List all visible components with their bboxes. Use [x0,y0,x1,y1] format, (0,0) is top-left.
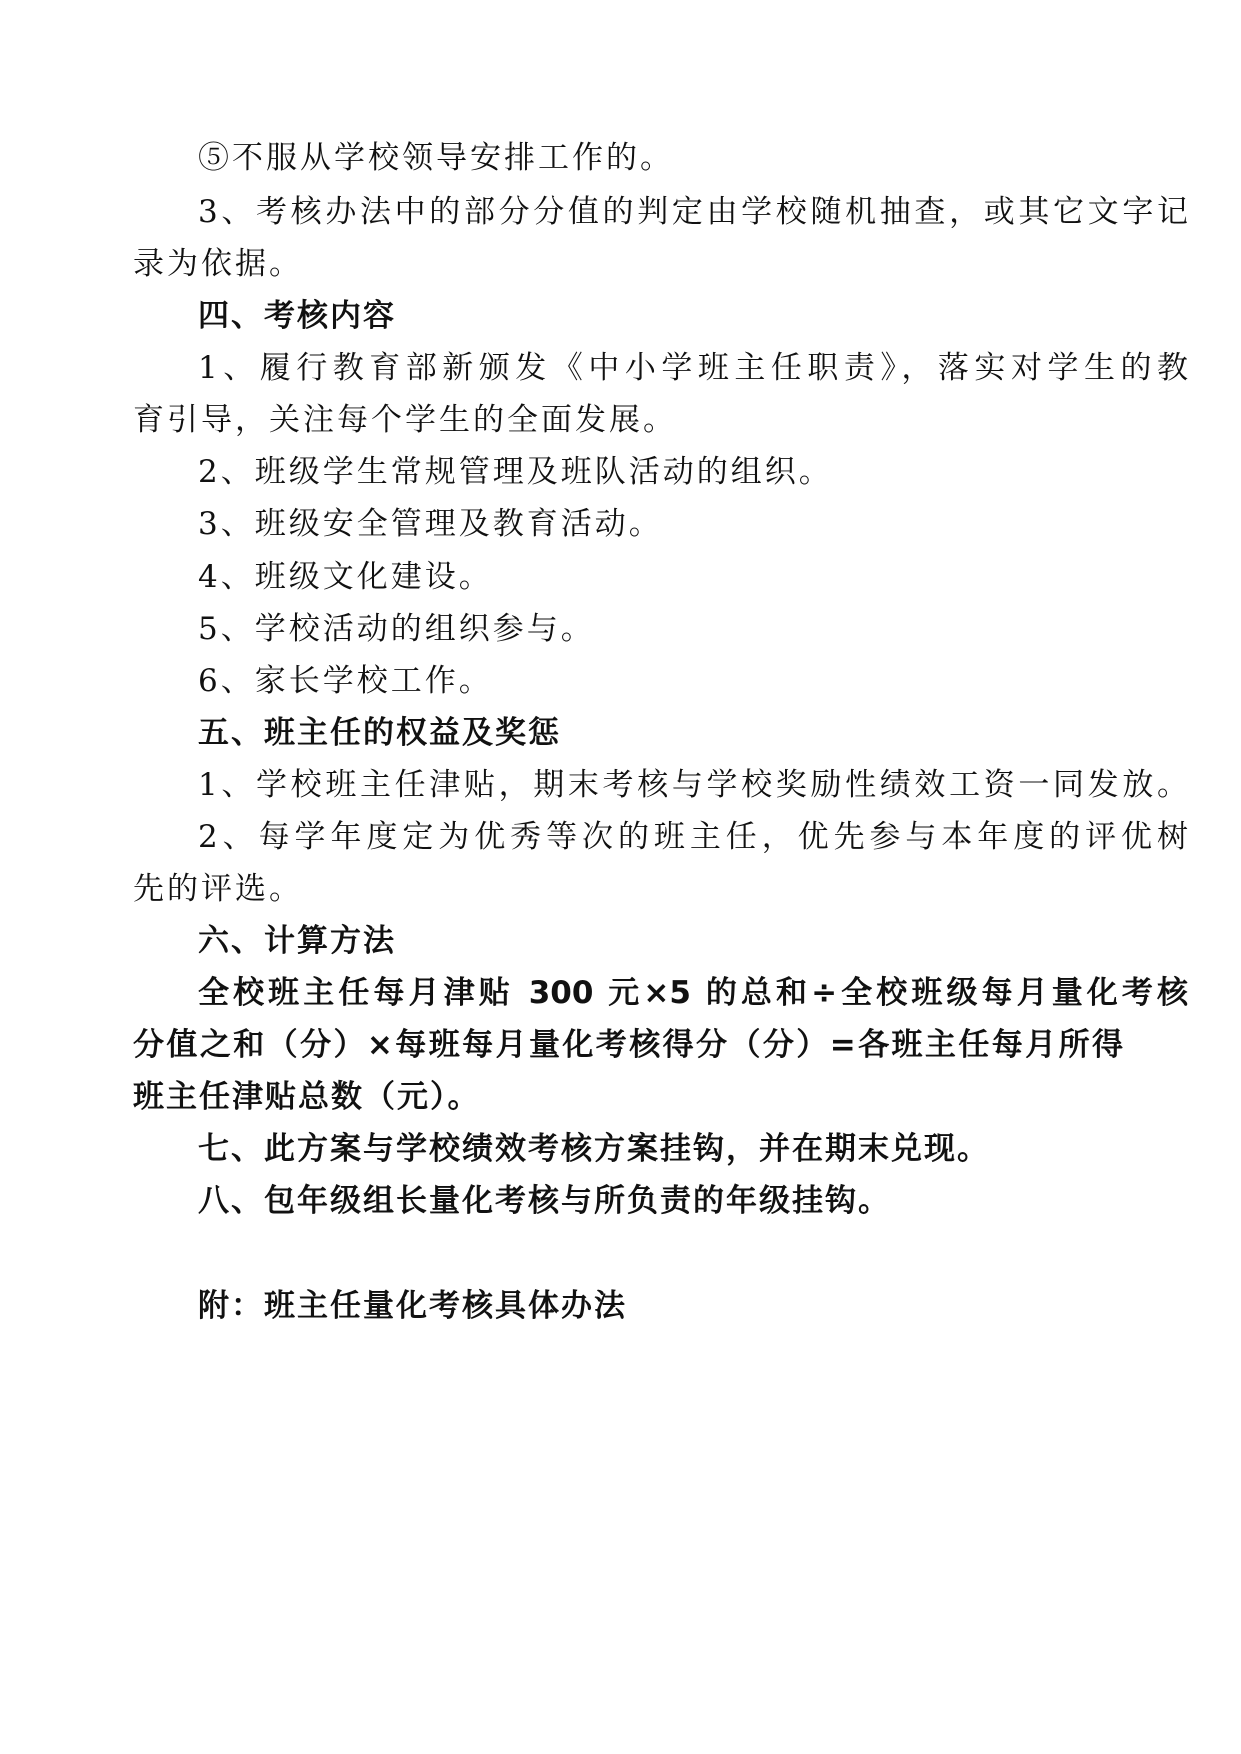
list-item: 5、学校活动的组织参与。 [198,611,595,647]
formula-line: 分值之和（分）×每班每月量化考核得分（分）=各班主任每月所得 [133,1027,1123,1063]
paragraph-line: 1、学校班主任津贴，期末考核与学校奖励性绩效工资一同发放。 [198,767,1188,803]
list-item: 6、家长学校工作。 [198,663,493,699]
paragraph-line: 育引导，关注每个学生的全面发展。 [133,402,677,438]
paragraph-line: 2、每学年度定为优秀等次的班主任，优先参与本年度的评优树 [198,819,1188,855]
formula-line: 班主任津贴总数（元）。 [133,1079,481,1115]
paragraph-line: 录为依据。 [133,246,303,282]
section-heading-4: 四、考核内容 [198,298,396,334]
list-item: 4、班级文化建设。 [198,559,493,595]
section-heading-7: 七、此方案与学校绩效考核方案挂钩，并在期末兑现。 [198,1131,990,1167]
formula-line: 全校班主任每月津贴 300 元×5 的总和÷全校班级每月量化考核 [198,975,1188,1011]
list-item: 2、班级学生常规管理及班队活动的组织。 [198,454,833,490]
section-heading-6: 六、计算方法 [198,923,396,959]
section-heading-5: 五、班主任的权益及奖惩 [198,715,561,751]
clause-item-5: ⑤不服从学校领导安排工作的。 [198,140,674,176]
section-heading-8: 八、包年级组长量化考核与所负责的年级挂钩。 [198,1183,891,1219]
paragraph-line: 1、履行教育部新颁发《中小学班主任职责》，落实对学生的教 [198,350,1188,386]
list-item: 3、班级安全管理及教育活动。 [198,506,663,542]
paragraph-line: 3、考核办法中的部分分值的判定由学校随机抽查，或其它文字记 [198,194,1188,230]
paragraph-line: 先的评选。 [133,871,303,907]
appendix-heading: 附：班主任量化考核具体办法 [198,1288,627,1324]
